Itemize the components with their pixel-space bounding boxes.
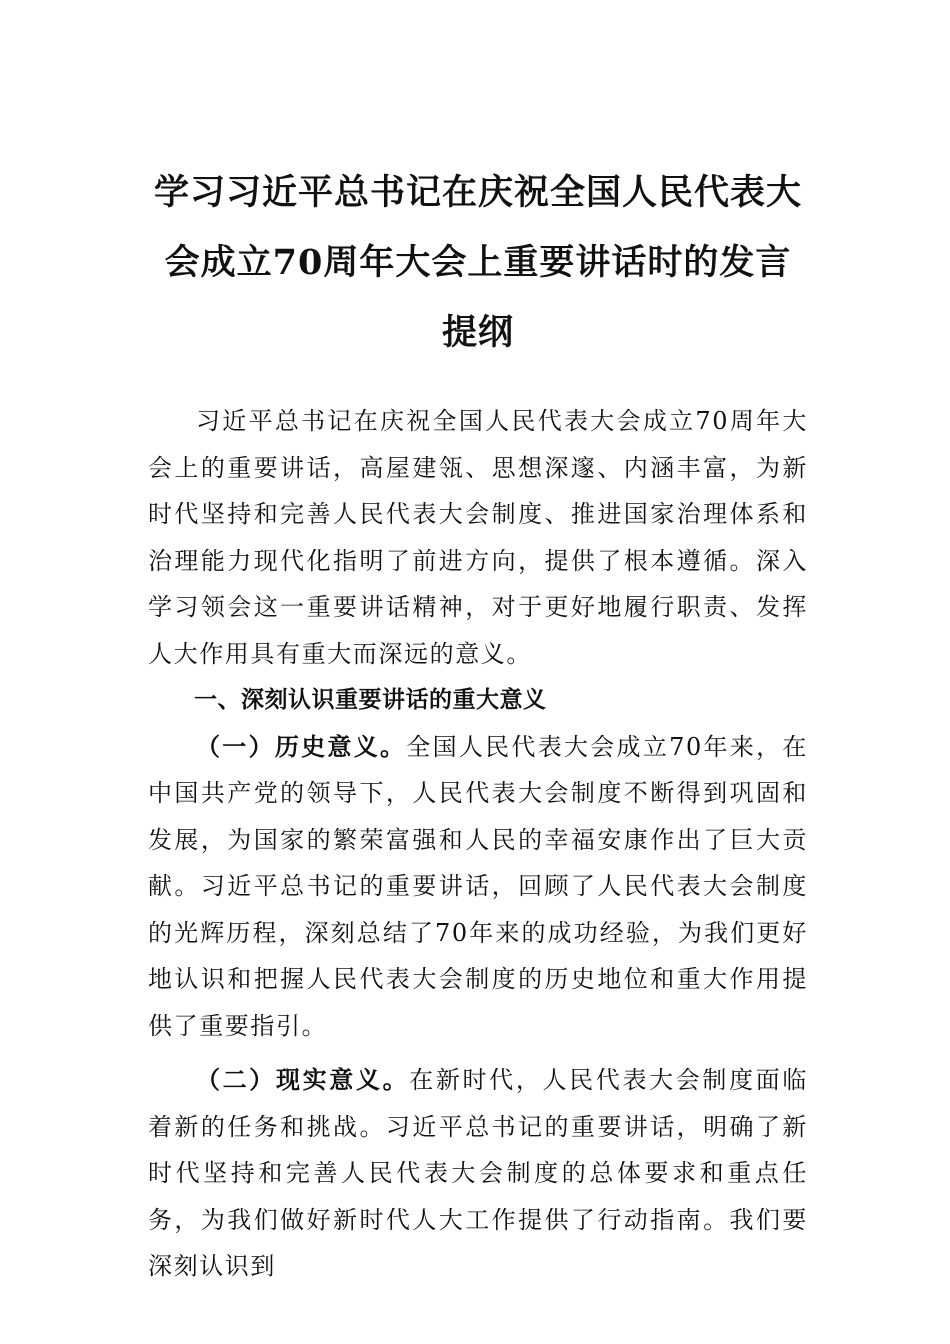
paragraph-lead: （一）历史意义。	[196, 731, 407, 761]
paragraph-historical-significance	[148, 724, 808, 1050]
paragraph-text: 在新时代，人民代表大会制度面临着新的任务和挑战。习近平总书记的重要讲话，明确了新时代坚持和完善人民代表大会制度的总体要求和重点任务，为我们做好新时代人大工作提供了行动指南。我们要深刻认识到	[148, 1066, 808, 1280]
paragraph-text: 全国人民代表大会成立70年来，在中国共产党的领导下，人民代表大会制度不断得到巩固和发展，为国家的繁荣富强和人民的幸福安康作出了巨大贡献。习近平总书记的重要讲话，回顾了人民代表大会制度的光辉历程，深刻总结了70年来的成功经验，为我们更好地认识和把握人民代表大会制度的历史地位和重大作用提供了重要指引。	[148, 732, 808, 1040]
paragraph-practical-significance	[148, 1057, 808, 1290]
intro-paragraph: 习近平总书记在庆祝全国人民代表大会成立70周年大会上的重要讲话，高屋建瓴、思想深邃、内涵丰富，为新时代坚持和完善人民代表大会制度、推进国家治理体系和治理能力现代化指明了前进方向，提供了根本遵循。深入学习领会这一重要讲话精神，对于更好地履行职责、发挥人大作用具有重大而深远的意义。	[148, 407, 808, 668]
section-heading: 一、深刻认识重要讲话的重大意义	[194, 687, 547, 713]
document-title: 学习习近平总书记在庆祝全国人民代表大会成立70周年大会上重要讲话时的发言提纲	[153, 172, 802, 353]
paragraph-lead: （二）现实意义。	[196, 1065, 410, 1094]
document-body	[148, 398, 808, 1290]
